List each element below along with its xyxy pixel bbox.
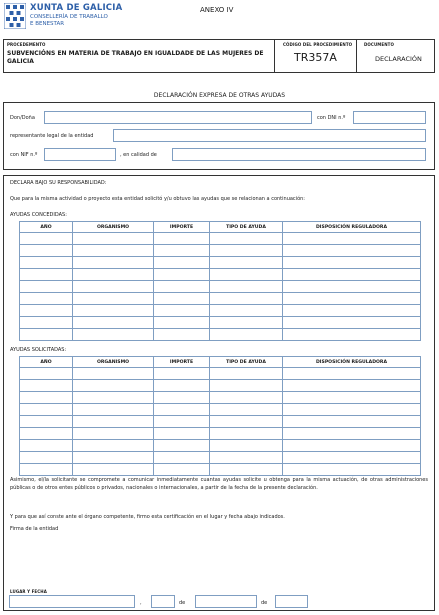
place-date-label: LUGAR Y FECHA [10, 589, 47, 594]
dni-label: con DNI n.º [317, 115, 346, 121]
table-cell[interactable] [210, 452, 283, 464]
table-cell[interactable] [154, 392, 210, 404]
table-cell[interactable] [210, 233, 283, 245]
solicitadas-table [19, 356, 421, 476]
table-cell[interactable] [283, 404, 421, 416]
dept-line-2: E BENESTAR [30, 21, 65, 27]
table-cell[interactable] [154, 404, 210, 416]
col-organismo: ORGANISMO [73, 222, 154, 233]
col-ano: AÑO [20, 357, 73, 368]
table-cell[interactable] [154, 464, 210, 476]
year-field[interactable] [275, 595, 308, 608]
table-cell[interactable] [283, 281, 421, 293]
table-cell[interactable] [73, 368, 154, 380]
table-cell[interactable] [210, 257, 283, 269]
table-cell[interactable] [154, 305, 210, 317]
col-importe: IMPORTE [154, 357, 210, 368]
dni-field[interactable] [353, 111, 426, 124]
procedure-divider-2 [356, 39, 357, 73]
concedidas-header-row [20, 222, 421, 233]
solicitadas-header-row [20, 357, 421, 368]
table-cell[interactable] [283, 305, 421, 317]
table-cell[interactable] [154, 293, 210, 305]
solicitadas-label: AYUDAS SOLICITADAS: [10, 347, 67, 353]
table-cell[interactable] [73, 305, 154, 317]
nif-label: con NIF n.º [10, 152, 38, 158]
responsibility-heading: DECLARA BAJO SU RESPONSABILIDAD: [10, 180, 107, 186]
table-row [20, 368, 421, 380]
table-cell[interactable] [283, 245, 421, 257]
table-cell[interactable] [283, 464, 421, 476]
table-row [20, 317, 421, 329]
table-cell[interactable] [73, 392, 154, 404]
table-cell[interactable] [154, 428, 210, 440]
table-row [20, 281, 421, 293]
table-cell[interactable] [20, 452, 73, 464]
concedidas-table [19, 221, 421, 341]
table-cell[interactable] [210, 317, 283, 329]
table-cell[interactable] [73, 404, 154, 416]
table-cell[interactable] [20, 440, 73, 452]
de-label-1: de [179, 600, 186, 606]
table-cell[interactable] [283, 257, 421, 269]
table-cell[interactable] [283, 392, 421, 404]
table-cell[interactable] [283, 233, 421, 245]
table-cell[interactable] [20, 293, 73, 305]
table-row [20, 428, 421, 440]
table-cell[interactable] [283, 452, 421, 464]
closing-text: Y para que así conste ante el órgano competente, firmo esta certificación en el lugar y fecha abajo indicados. [10, 514, 285, 520]
table-cell[interactable] [20, 464, 73, 476]
procedure-code-label: CÓDIGO DEL PROCEDIMIENTO [283, 42, 353, 47]
concedidas-label: AYUDAS CONCEDIDAS: [10, 212, 67, 218]
table-cell[interactable] [154, 416, 210, 428]
table-cell[interactable] [283, 428, 421, 440]
month-field[interactable] [195, 595, 257, 608]
col-ano: AÑO [20, 222, 73, 233]
table-row [20, 233, 421, 245]
table-cell[interactable] [210, 305, 283, 317]
table-cell[interactable] [210, 416, 283, 428]
table-cell[interactable] [154, 233, 210, 245]
table-cell[interactable] [73, 329, 154, 341]
table-cell[interactable] [154, 380, 210, 392]
rep-label: representante legal de la entidad [10, 133, 94, 139]
calidad-field[interactable] [172, 148, 426, 161]
table-cell[interactable] [73, 452, 154, 464]
col-disposicion: DISPOSICIÓN REGULADORA [283, 222, 421, 233]
table-cell[interactable] [210, 368, 283, 380]
table-cell[interactable] [154, 245, 210, 257]
table-cell[interactable] [20, 317, 73, 329]
procedure-divider-1 [274, 39, 275, 73]
table-cell[interactable] [73, 257, 154, 269]
table-cell[interactable] [20, 428, 73, 440]
xunta-logo-icon [4, 3, 26, 29]
declaration-heading: DECLARACIÓN EXPRESA DE OTRAS AYUDAS [153, 92, 286, 99]
procedure-label: PROCEDEMENTO [7, 42, 46, 47]
table-cell[interactable] [73, 416, 154, 428]
table-cell[interactable] [210, 392, 283, 404]
table-cell[interactable] [20, 329, 73, 341]
dept-line-1: CONSELLERÍA DE TRABALLO [30, 14, 108, 20]
table-cell[interactable] [73, 233, 154, 245]
table-cell[interactable] [283, 317, 421, 329]
table-cell[interactable] [73, 269, 154, 281]
document-value: DECLARACIÓN [375, 55, 422, 63]
place-comma: , [140, 600, 142, 606]
table-cell[interactable] [154, 368, 210, 380]
table-cell[interactable] [283, 380, 421, 392]
table-cell[interactable] [73, 317, 154, 329]
table-cell[interactable] [154, 452, 210, 464]
table-cell[interactable] [283, 293, 421, 305]
col-tipo: TIPO DE AYUDA [210, 222, 283, 233]
de-label-2: de [261, 600, 268, 606]
table-cell[interactable] [283, 329, 421, 341]
commitment-text: Asimismo, el/la solicitante se compromete a comunicar inmediatamente cuantas ayudas solicite u obtenga para la misma actuación, de otras administraciones públicas o de otros entes públicos o privados, nacionales o internacionales, a partir de la fecha de la presente declaración. [10, 477, 428, 491]
table-cell[interactable] [20, 305, 73, 317]
col-organismo: ORGANISMO [73, 357, 154, 368]
table-row [20, 380, 421, 392]
table-cell[interactable] [20, 416, 73, 428]
logo [4, 3, 26, 29]
table-cell[interactable] [210, 269, 283, 281]
table-cell[interactable] [210, 245, 283, 257]
table-cell[interactable] [20, 392, 73, 404]
table-row [20, 329, 421, 341]
table-row [20, 392, 421, 404]
table-cell[interactable] [283, 269, 421, 281]
signature-label: Firma de la entidad [10, 526, 59, 532]
table-cell[interactable] [283, 440, 421, 452]
annex-label: ANEXO IV [200, 6, 234, 14]
table-cell[interactable] [210, 464, 283, 476]
table-row [20, 452, 421, 464]
table-cell[interactable] [154, 440, 210, 452]
table-cell[interactable] [210, 440, 283, 452]
table-cell[interactable] [210, 428, 283, 440]
table-cell[interactable] [20, 368, 73, 380]
table-row [20, 293, 421, 305]
table-row [20, 269, 421, 281]
calidad-label: , en calidad de [120, 152, 157, 158]
table-row [20, 257, 421, 269]
don-label: Don/Doña [10, 115, 35, 121]
table-cell[interactable] [210, 293, 283, 305]
table-cell[interactable] [154, 281, 210, 293]
table-cell[interactable] [20, 233, 73, 245]
don-field[interactable] [44, 111, 312, 124]
table-cell[interactable] [73, 245, 154, 257]
table-cell[interactable] [210, 404, 283, 416]
table-row [20, 404, 421, 416]
table-cell[interactable] [20, 281, 73, 293]
entity-field[interactable] [113, 129, 426, 142]
table-cell[interactable] [154, 329, 210, 341]
table-cell[interactable] [20, 380, 73, 392]
procedure-code: TR357A [294, 51, 337, 64]
place-field[interactable] [9, 595, 135, 608]
table-cell[interactable] [154, 257, 210, 269]
table-cell[interactable] [73, 293, 154, 305]
table-cell[interactable] [20, 404, 73, 416]
table-row [20, 245, 421, 257]
table-cell[interactable] [73, 428, 154, 440]
col-importe: IMPORTE [154, 222, 210, 233]
table-cell[interactable] [73, 464, 154, 476]
document-label: DOCUMENTO [364, 42, 394, 47]
table-cell[interactable] [154, 317, 210, 329]
table-cell[interactable] [283, 416, 421, 428]
table-cell[interactable] [154, 269, 210, 281]
table-cell[interactable] [20, 269, 73, 281]
table-cell[interactable] [210, 380, 283, 392]
procedure-title: SUBVENCIÓNS EN MATERIA DE TRABAJO EN IGUALDADE DE LAS MUJERES DE GALICIA [7, 50, 264, 65]
nif-field[interactable] [44, 148, 116, 161]
table-cell[interactable] [210, 281, 283, 293]
day-field[interactable] [151, 595, 175, 608]
org-name: XUNTA DE GALICIA [30, 3, 123, 13]
col-disposicion: DISPOSICIÓN REGULADORA [283, 357, 421, 368]
table-cell[interactable] [20, 245, 73, 257]
table-row [20, 416, 421, 428]
table-row [20, 464, 421, 476]
table-cell[interactable] [73, 440, 154, 452]
table-cell[interactable] [73, 281, 154, 293]
table-row [20, 440, 421, 452]
table-cell[interactable] [20, 257, 73, 269]
table-cell[interactable] [210, 329, 283, 341]
col-tipo: TIPO DE AYUDA [210, 357, 283, 368]
table-row [20, 305, 421, 317]
responsibility-intro: Que para la misma actividad o proyecto esta entidad solicitó y/u obtuvo las ayudas que se relacionan a continuación: [10, 196, 305, 202]
table-cell[interactable] [283, 368, 421, 380]
table-cell[interactable] [73, 380, 154, 392]
